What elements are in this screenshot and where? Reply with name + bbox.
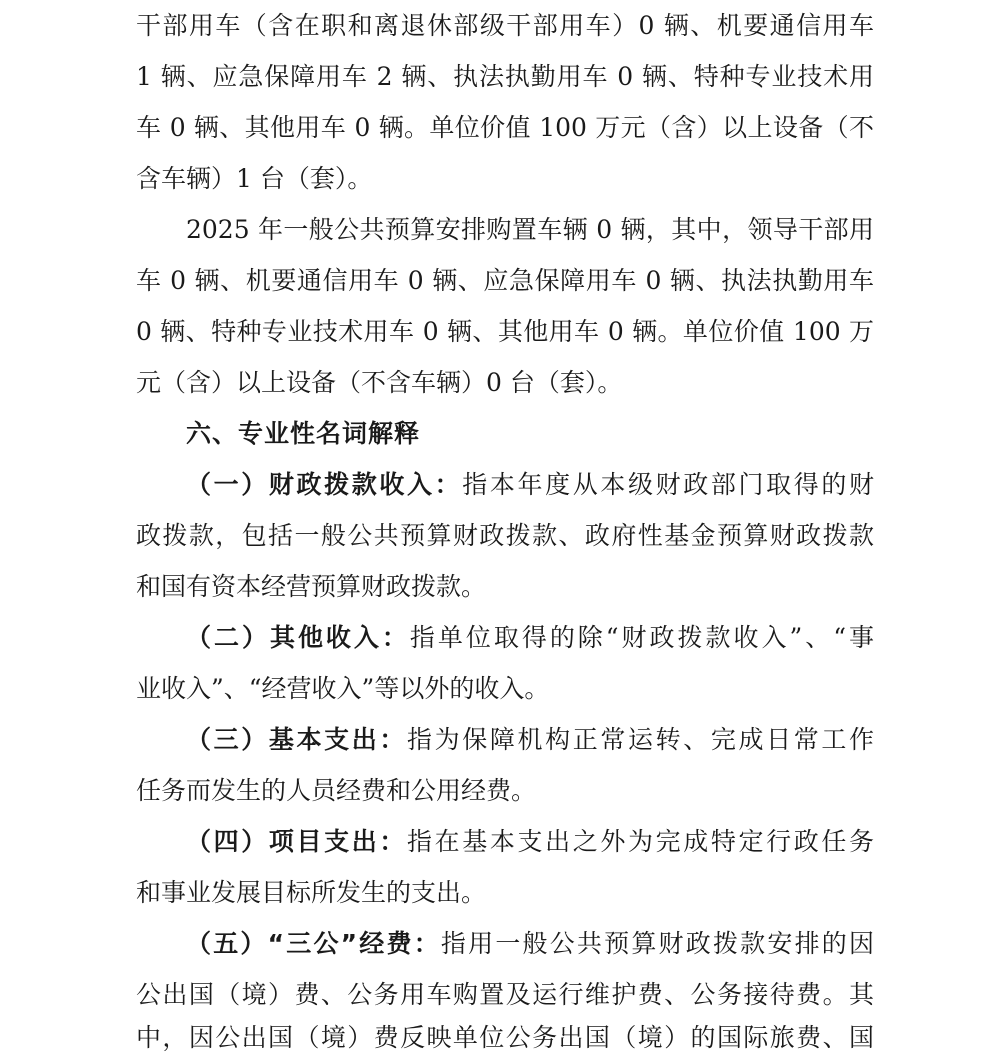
paragraph-line: 元（含）以上设备（不含车辆）0 台（套）。 xyxy=(136,368,623,397)
paragraph-line: 含车辆）1 台（套）。 xyxy=(136,164,373,193)
definition-term: （五）“三公”经费： xyxy=(186,929,441,958)
paragraph-line: 政拨款，包括一般公共预算财政拨款、政府性基金预算财政拨款 xyxy=(136,521,874,550)
definition-term: （三）基本支出： xyxy=(186,725,407,754)
paragraph-line: 干部用车（含在职和离退休部级干部用车）0 辆、机要通信用车 xyxy=(136,11,874,40)
section-heading: 六、专业性名词解释 xyxy=(186,419,421,448)
paragraph-line: 车 0 辆、其他用车 0 辆。单位价值 100 万元（含）以上设备（不 xyxy=(136,113,874,142)
definition-term: （一）财政拨款收入： xyxy=(186,470,463,499)
definition-line xyxy=(0,816,999,867)
definition-line xyxy=(0,459,999,510)
paragraph-line: 和国有资本经营预算财政拨款。 xyxy=(136,572,487,601)
paragraph-line: 和事业发展目标所发生的支出。 xyxy=(136,878,487,907)
paragraph-line: 2025 年一般公共预算安排购置车辆 0 辆，其中，领导干部用 xyxy=(186,215,874,244)
definition-text: 指单位取得的除“财政拨款收入”、“事 xyxy=(409,623,874,652)
paragraph-line: 车 0 辆、机要通信用车 0 辆、应急保障用车 0 辆、执法执勤用车 xyxy=(136,266,874,295)
definition-line xyxy=(0,714,999,765)
definition-line xyxy=(0,918,999,969)
definition-text: 指在基本支出之外为完成特定行政任务 xyxy=(407,827,874,856)
definition-term: （二）其他收入： xyxy=(186,623,410,652)
definition-text: 指用一般公共预算财政拨款安排的因 xyxy=(440,929,874,958)
paragraph-line: 0 辆、特种专业技术用车 0 辆、其他用车 0 辆。单位价值 100 万 xyxy=(136,317,874,346)
definition-line xyxy=(0,612,999,663)
paragraph-line: 1 辆、应急保障用车 2 辆、执法执勤用车 0 辆、特种专业技术用 xyxy=(136,62,874,91)
paragraph-line: 业收入”、“经营收入”等以外的收入。 xyxy=(136,674,550,703)
paragraph-line: 公出国（境）费、公务用车购置及运行维护费、公务接待费。其 xyxy=(136,980,874,1009)
definition-text: 指本年度从本级财政部门取得的财 xyxy=(462,470,874,499)
definition-term: （四）项目支出： xyxy=(186,827,407,856)
paragraph-line: 中，因公出国（境）费反映单位公务出国（境）的国际旅费、国 xyxy=(136,1023,874,1052)
definition-text: 指为保障机构正常运转、完成日常工作 xyxy=(407,725,874,754)
paragraph-line: 任务而发生的人员经费和公用经费。 xyxy=(136,776,537,805)
